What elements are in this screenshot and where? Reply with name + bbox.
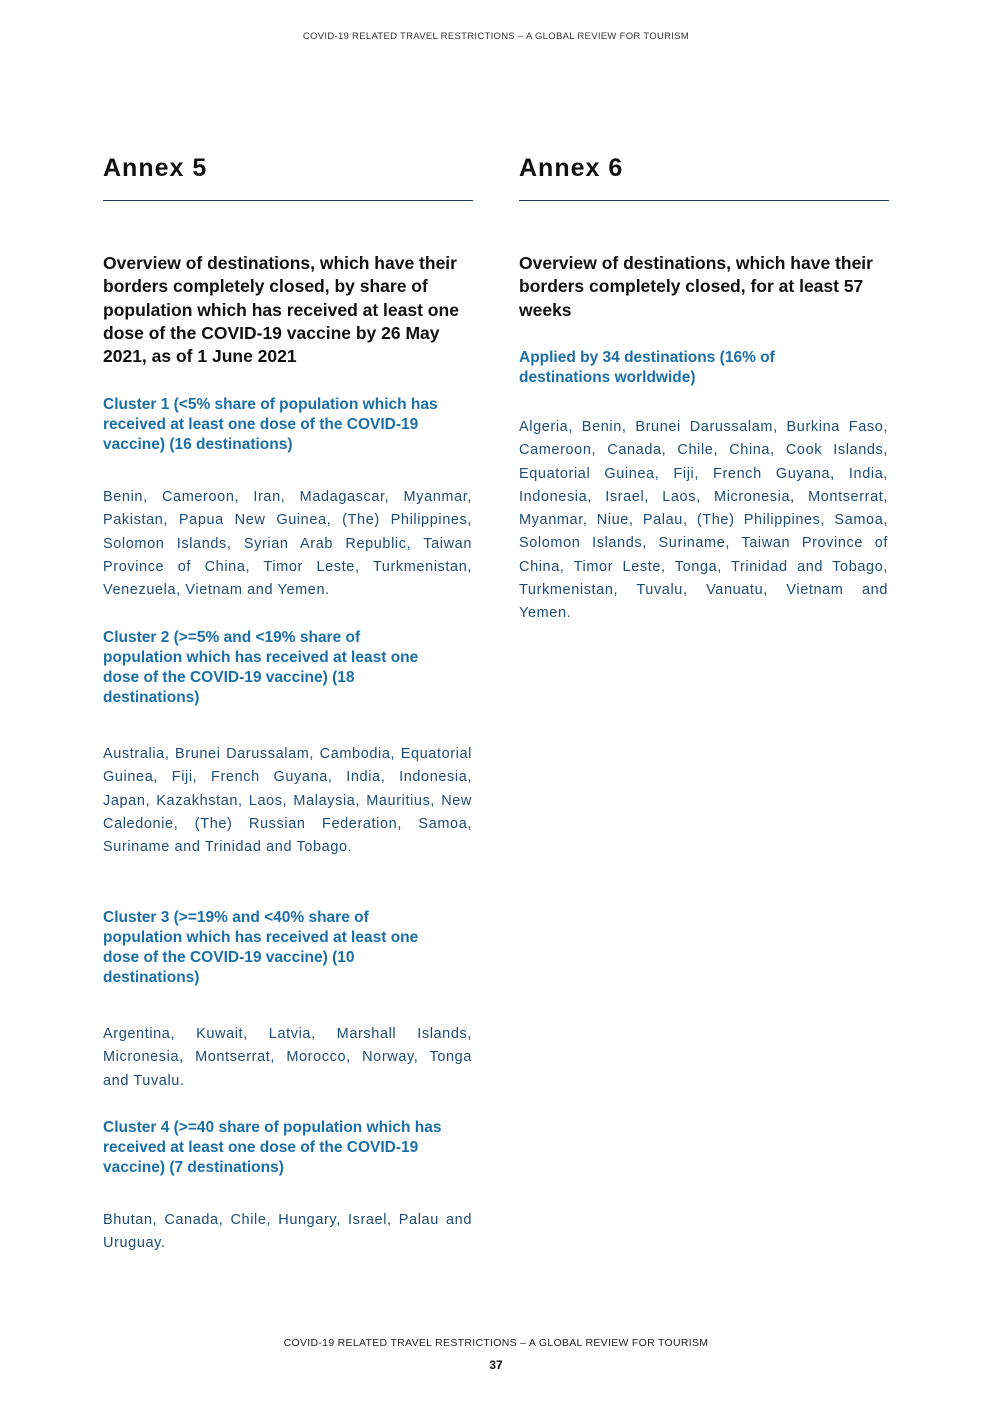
cluster-1-countries: Benin, Cameroon, Iran, Madagascar, Myanmar, Pakistan, Papua New Guinea, (The) Philippines, Solomon Islands, Syrian Arab Republic, Taiwan Province of China, Timor Leste, Turkmenistan, Venezuela, Vietnam and Yemen. <box>103 489 472 599</box>
cluster-1-heading: Cluster 1 (<5% share of population which has received at least one dose of the COVID-19 vaccine) (16 destinations) <box>103 396 438 453</box>
annex-6-description: Overview of destinations, which have their borders completely closed, for at least 57 weeks <box>519 253 873 320</box>
annex-6-title: Annex 6 <box>519 154 624 182</box>
annex-5-column <box>103 150 473 1252</box>
cluster-4-heading: Cluster 4 (>=40 share of population which has received at least one dose of the COVID-19 vaccine) (7 destinations) <box>103 1119 442 1176</box>
cluster-4-countries: Bhutan, Canada, Chile, Hungary, Israel, Palau and Uruguay. <box>103 1212 472 1252</box>
annex-6-divider <box>519 200 889 201</box>
page-number: 37 <box>489 1358 503 1372</box>
annex-5-title: Annex 5 <box>103 154 208 182</box>
annex-5-divider <box>103 200 473 201</box>
annex-6-countries: Algeria, Benin, Brunei Darussalam, Burkina Faso, Cameroon, Canada, Chile, China, Cook Islands, Equatorial Guinea, Fiji, French Guyana, India, Indonesia, Israel, Laos, Micronesia, Montserrat, Myanmar, Niue, Palau, (The) Philippines, Samoa, Solomon Islands, Suriname, Taiwan Province of China, Timor Leste, Tonga, Trinidad and Tobago, Turkmenistan, Tuvalu, Vanuatu, Vietnam and Yemen. <box>519 419 888 622</box>
annex-5-description: Overview of destinations, which have their borders completely closed, by share of population which has received at least one dose of the COVID-19 vaccine by 26 May 2021, as of 1 June 2021 <box>103 253 459 367</box>
running-footer: COVID-19 RELATED TRAVEL RESTRICTIONS – A GLOBAL REVIEW FOR TOURISM <box>283 1337 709 1349</box>
annex-6-column <box>519 150 889 622</box>
cluster-3-countries: Argentina, Kuwait, Latvia, Marshall Islands, Micronesia, Montserrat, Morocco, Norway, Tonga and Tuvalu. <box>103 1026 472 1089</box>
cluster-3-heading: Cluster 3 (>=19% and <40% share of population which has received at least one dose of the COVID-19 vaccine) (10 destinations) <box>103 909 419 986</box>
cluster-2-countries: Australia, Brunei Darussalam, Cambodia, Equatorial Guinea, Fiji, French Guyana, India, Indonesia, Japan, Kazakhstan, Laos, Malaysia, Mauritius, New Caledonie, (The) Russian Federation, Samoa, Suriname and Trinidad and Tobago. <box>103 746 472 856</box>
cluster-2-heading: Cluster 2 (>=5% and <19% share of population which has received at least one dose of the COVID-19 vaccine) (18 destinations) <box>103 629 419 706</box>
annex-6-applied-by: Applied by 34 destinations (16% of destinations worldwide) <box>519 349 775 386</box>
running-header: COVID-19 RELATED TRAVEL RESTRICTIONS – A GLOBAL REVIEW FOR TOURISM <box>302 31 690 42</box>
